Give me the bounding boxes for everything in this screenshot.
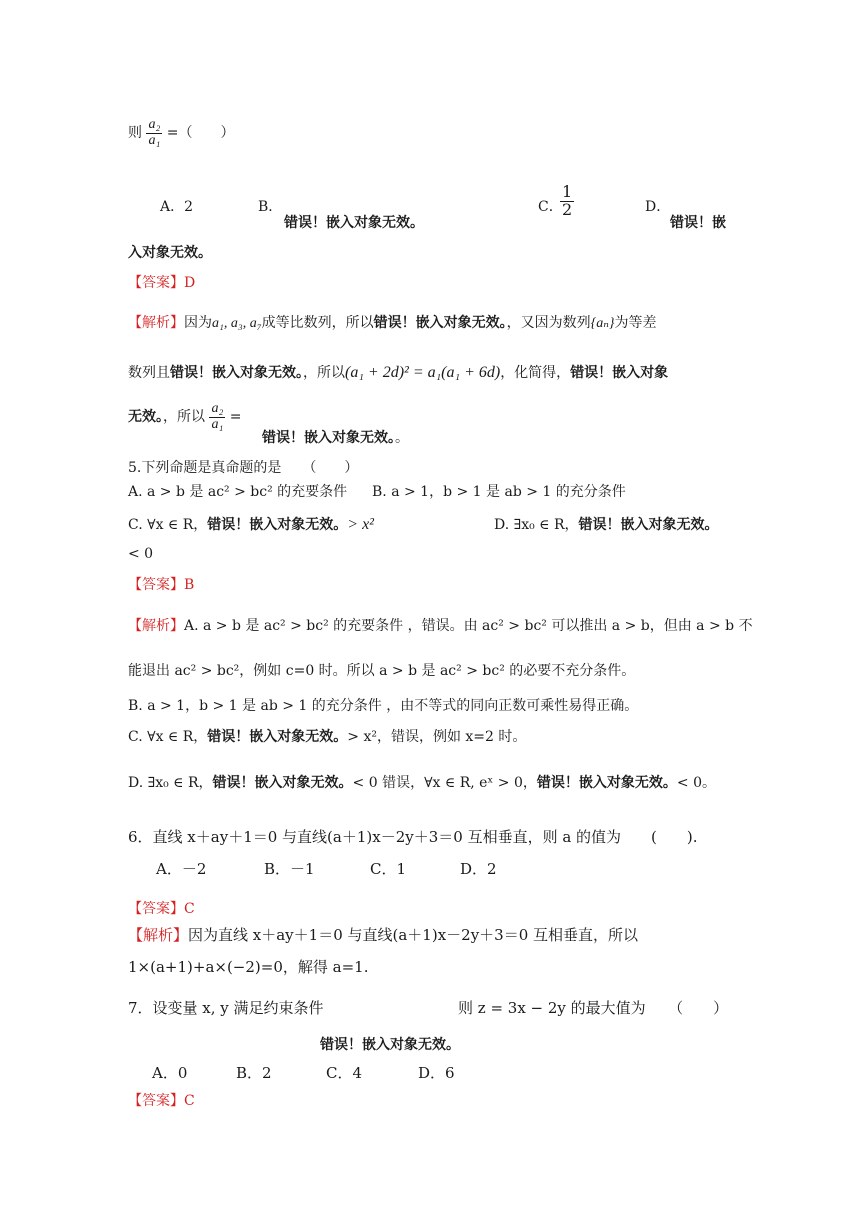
fraction-numerator: a₂: [148, 117, 161, 132]
q4-answer: 【答案】D: [128, 275, 196, 291]
q5-option-c: [128, 514, 374, 534]
q4-stem-fraction: [146, 118, 162, 148]
text: 为等差: [614, 315, 657, 331]
q4-stem-suffix: =（ ）: [166, 125, 235, 142]
q5-option-d: [494, 514, 719, 534]
fraction-denominator: a₁: [211, 416, 224, 432]
analysis-label: 【解析】: [128, 618, 184, 634]
text: 因为直线 x＋ay＋1＝0 与直线(a＋1)x－2y＋3＝0 互相垂直，所以: [188, 926, 639, 944]
q5-analysis-a-line2: 能退出 ac² > bc²，例如 c=0 时。所以 a > b 是 ac² > bc² 的必要不充分条件。: [128, 663, 636, 679]
fraction-denominator: a₁: [148, 132, 161, 148]
q6-stem: 6．直线 x＋ay＋1＝0 与直线(a＋1)x－2y＋3＝0 互相垂直，则 a 的值为 ( ).: [128, 828, 698, 846]
text: A. a > b 是 ac² > bc² 的充要条件 ，错误。由 ac² > bc² 可以推出 a > b，但由 a > b 不: [184, 618, 753, 634]
embed-error: 错误！嵌入对象: [570, 365, 669, 381]
q6-analysis-line1: [128, 924, 638, 945]
q5-analysis-c: [128, 726, 526, 746]
math: a₁, a₃, a₇: [212, 316, 262, 331]
text: ，所以: [303, 365, 345, 381]
q5-option-d-cont: < 0: [128, 546, 154, 562]
q4-analysis-fraction: [209, 402, 225, 432]
math: (a₁ + 2d)² = a₁(a₁ + 6d): [345, 364, 501, 381]
fraction-numerator: a₂: [211, 401, 224, 416]
q4-analysis-line1: [128, 312, 656, 332]
q5-analysis-b: B. a > 1，b > 1 是 ab > 1 的充分条件 ，由不等式的同向正数可乘性易得正确。: [128, 698, 639, 714]
q7-constraints-error: 错误！嵌入对象无效。: [320, 1037, 460, 1053]
text: C. ∀x ∈ R，: [128, 729, 208, 745]
q6-option-a: A．－2: [156, 860, 207, 878]
math: > x²: [347, 516, 374, 533]
q5-analysis-a-line1: [128, 615, 753, 635]
embed-error: 错误！嵌入对象无效。: [578, 517, 719, 533]
fraction-denominator: 2: [562, 199, 573, 219]
text: 数列且: [128, 365, 170, 381]
q7-stem-b: 则 z = 3x − 2y 的最大值为 （ ）: [458, 999, 729, 1017]
text: 成等比数列，所以: [261, 315, 374, 331]
q4-analysis-line2: [128, 362, 668, 382]
q4-option-c-fraction: [560, 184, 574, 219]
embed-error: 错误！嵌入对象无效。: [212, 775, 353, 791]
text: 因为: [184, 315, 212, 331]
math: {aₙ}: [590, 316, 615, 331]
q4-option-d-error-part1: 错误！嵌: [670, 215, 726, 231]
analysis-label: 【解析】: [128, 926, 189, 944]
embed-error: 错误！嵌入对象无效。: [536, 775, 677, 791]
embed-error: 错误！嵌入对象无效。: [207, 729, 348, 745]
embed-error: 错误！嵌入对象无效。: [207, 517, 348, 533]
q7-option-b: B．2: [236, 1064, 272, 1082]
q4-option-c-label: C．: [538, 199, 563, 215]
text: C. ∀x ∈ R，: [128, 517, 208, 533]
q4-option-b-error: 错误！嵌入对象无效。: [284, 215, 424, 231]
text: < 0 错误，∀x ∈ R, eˣ > 0，: [352, 775, 537, 791]
text: ，化简得，: [500, 365, 571, 381]
q7-stem-a: 7．设变量 x, y 满足约束条件: [128, 999, 324, 1017]
q6-analysis-line2: 1×(a+1)+a×(−2)=0，解得 a=1.: [128, 958, 369, 976]
q6-answer: 【答案】C: [128, 901, 195, 917]
q4-analysis-line3: [128, 402, 242, 432]
q4-option-d-label: D．: [645, 199, 671, 215]
q7-answer: 【答案】C: [128, 1093, 195, 1109]
q5-option-a: A. a > b 是 ac² > bc² 的充要条件: [128, 484, 348, 500]
q4-option-d-error-part2: 入对象无效。: [128, 245, 212, 261]
q4-stem-prefix: 则: [128, 125, 142, 142]
q6-option-b: B．－1: [264, 860, 315, 878]
q4-stem: [128, 118, 235, 148]
q4-option-a: A．2: [160, 199, 194, 215]
analysis-label: 【解析】: [128, 315, 184, 331]
q4-analysis-line3-tail: [262, 427, 409, 447]
text: ，所以: [163, 409, 205, 426]
embed-error: 错误！嵌入对象无效。: [262, 430, 395, 446]
q7-option-d: D．6: [418, 1064, 455, 1082]
text: 。: [395, 430, 409, 446]
text: > x²，错误，例如 x=2 时。: [347, 729, 527, 745]
embed-error: 错误！嵌入对象无效。: [170, 365, 303, 381]
q6-option-d: D．2: [460, 860, 497, 878]
text: D. ∃x₀ ∈ R，: [494, 517, 579, 533]
text: =: [229, 409, 242, 426]
q4-option-b-label: B．: [258, 199, 283, 215]
q7-option-c: C．4: [326, 1064, 363, 1082]
embed-error-tail: 无效。: [128, 409, 163, 426]
q7-option-a: A．0: [152, 1064, 188, 1082]
text: ，又因为数列: [506, 315, 591, 331]
q5-answer: 【答案】B: [128, 577, 195, 593]
fraction-numerator: 1: [562, 182, 573, 201]
text: < 0。: [676, 775, 716, 791]
q5-option-b: B. a > 1，b > 1 是 ab > 1 的充分条件: [372, 484, 626, 500]
embed-error: 错误！嵌入对象无效。: [373, 315, 507, 331]
q5-analysis-d: [128, 772, 716, 792]
text: D. ∃x₀ ∈ R，: [128, 775, 213, 791]
q6-option-c: C．1: [370, 860, 407, 878]
q5-stem: 5.下列命题是真命题的是 （ ）: [128, 460, 359, 476]
